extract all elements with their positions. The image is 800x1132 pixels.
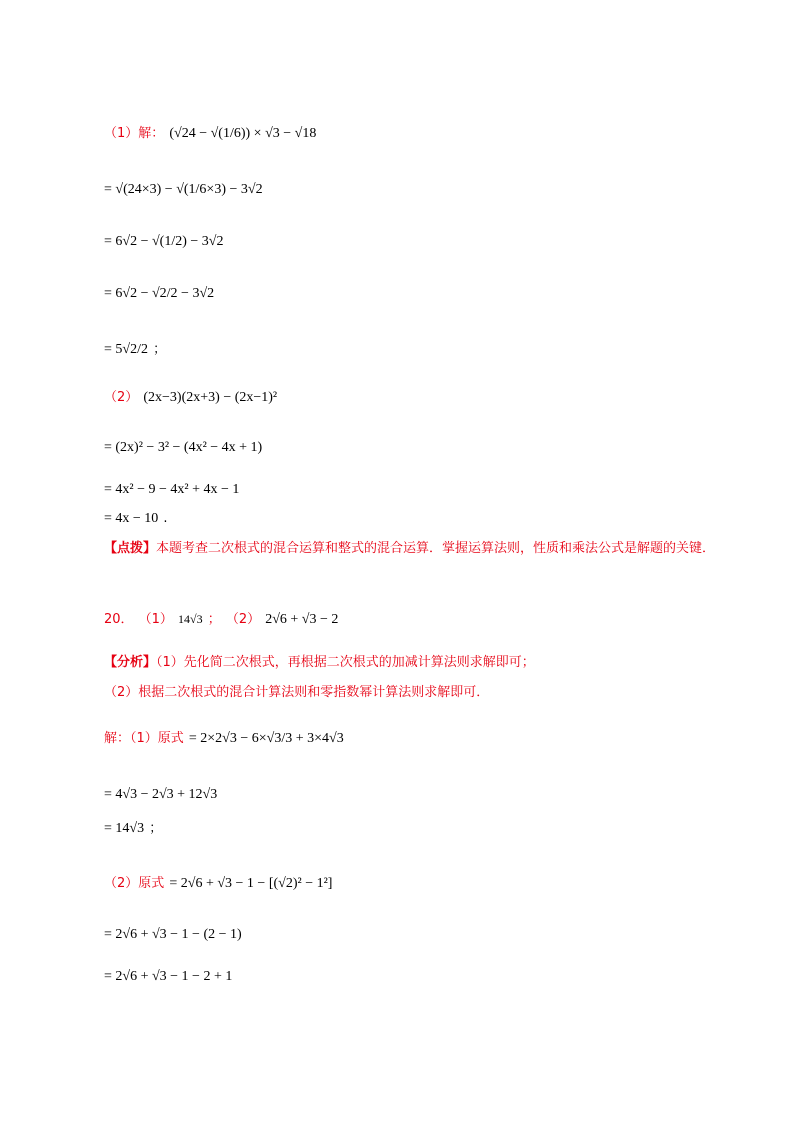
analysis-line-2: （2）根据二次根式的混合计算法则和零指数幂计算法则求解即可． bbox=[104, 685, 490, 700]
part2-step-3: = 4x − 10 bbox=[104, 511, 159, 526]
sol2-expression: = 2√6 + √3 − 1 − [(√2)² − 1²] bbox=[169, 876, 333, 891]
sol1-line bbox=[104, 727, 344, 747]
part2-step-2: = 4x² − 9 − 4x² + 4x − 1 bbox=[104, 482, 240, 497]
analysis-line-1 bbox=[104, 651, 535, 670]
sol1-expression: = 2×2√3 − 6×√3/3 + 3×4√3 bbox=[188, 731, 344, 746]
q20-a2-label: （2） bbox=[225, 612, 261, 627]
sol1-end-punct: ； bbox=[149, 821, 163, 836]
part2-end-punct: . bbox=[163, 511, 168, 526]
part1-step-2: = 6√2 − √(1/2) − 3√2 bbox=[104, 234, 224, 249]
part2-step-3-line bbox=[104, 507, 168, 527]
analysis-text-1: （1）先化简二次根式，再根据二次根式的加减计算法则求解即可； bbox=[156, 655, 535, 670]
analysis-tag: 【分析】 bbox=[104, 655, 157, 670]
q20-a2: 2√6 + √3 − 2 bbox=[265, 612, 339, 627]
tip-tag: 【点拨】 bbox=[104, 541, 157, 556]
sol1-step-1: = 4√3 − 2√3 + 12√3 bbox=[104, 787, 218, 802]
sol2-line bbox=[104, 872, 332, 892]
sol1-step-2-line bbox=[104, 817, 162, 837]
q20-number: 20． bbox=[104, 612, 134, 627]
part2-step-1: = (2x)² − 3² − (4x² − 4x + 1) bbox=[104, 440, 263, 455]
sol1-label: 解：（1）原式 bbox=[104, 731, 184, 746]
part1-step-4-line bbox=[104, 338, 166, 358]
part2-label: （2） bbox=[104, 390, 139, 405]
sol2-step-1: = 2√6 + √3 − 1 − (2 − 1) bbox=[104, 927, 242, 942]
q20-sep: ； bbox=[207, 612, 221, 627]
part1-step-3: = 6√2 − √2/2 − 3√2 bbox=[104, 286, 215, 301]
part2-line bbox=[104, 386, 277, 406]
sol2-label: （2）原式 bbox=[104, 876, 165, 891]
q20-answer-line bbox=[104, 608, 338, 628]
tip-paragraph bbox=[104, 534, 724, 563]
part2-expression: (2x−3)(2x+3) − (2x−1)² bbox=[143, 390, 278, 405]
sol2-step-2: = 2√6 + √3 − 1 − 2 + 1 bbox=[104, 969, 233, 984]
sol1-step-2: = 14√3 bbox=[104, 821, 145, 836]
q20-a1: 14√3 bbox=[178, 612, 203, 626]
part1-step-4: = 5√2/2 bbox=[104, 342, 148, 357]
part1-expression: (√24 − √(1/6)) × √3 − √18 bbox=[169, 126, 317, 141]
part1-end-punct: ； bbox=[153, 342, 167, 357]
part1-step-1: = √(24×3) − √(1/6×3) − 3√2 bbox=[104, 182, 263, 197]
part1-line bbox=[104, 122, 316, 142]
part1-label: （1）解： bbox=[104, 126, 165, 141]
q20-a1-label: （1） bbox=[138, 612, 173, 627]
tip-text: 本题考查二次根式的混合运算和整式的混合运算．掌握运算法则，性质和乘法公式是解题的关键． bbox=[156, 541, 716, 556]
